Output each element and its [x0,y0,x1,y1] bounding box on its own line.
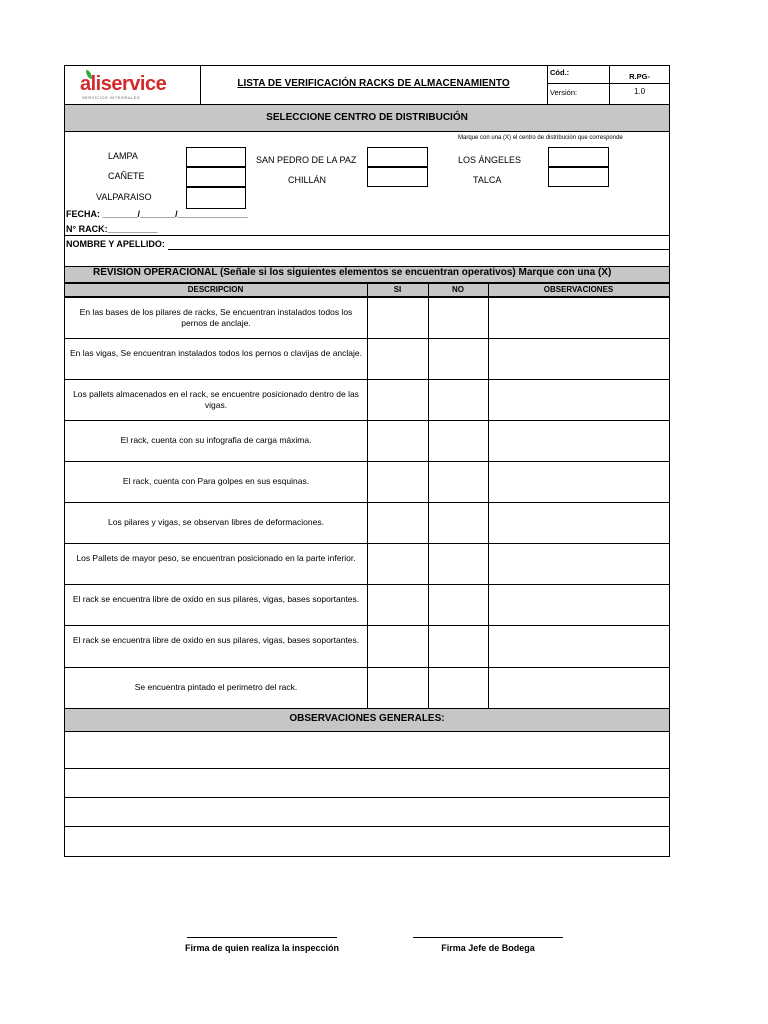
checklist-cell-si[interactable] [368,503,427,542]
checklist-item-description: En las bases de los pilares de racks, Se encuentran instalados todos los pernos de anclaje. [79,306,353,328]
checklist-cell-obs[interactable] [489,298,668,337]
checkbox-los-angeles[interactable] [548,147,609,167]
checklist-cell-si[interactable] [368,626,427,666]
checkbox-san-pedro[interactable] [367,147,428,167]
checklist-item-description: Los Pallets de mayor peso, se encuentran posicionado en la parte inferior. [76,552,356,563]
checklist-title: REVISION OPERACIONAL (Señale si los siguientes elementos se encuentran operativos) Marque con una (X) [93,267,612,278]
center-label-talca: TALCA [473,175,502,185]
checklist-cell-obs[interactable] [489,380,668,419]
checklist-item-description: El rack se encuentra libre de oxido en sus pilares, vigas, bases soportantes. [72,593,360,604]
column-observaciones: OBSERVACIONES [543,285,614,294]
signature-line-inspector[interactable] [187,937,337,938]
checklist-cell-obs[interactable] [489,339,668,378]
column-descripcion: DESCRIPCION [187,285,244,294]
checklist-cell-si[interactable] [368,380,427,419]
checklist-cell-si[interactable] [368,421,427,460]
checklist-cell-si[interactable] [368,544,427,583]
checklist-cell-obs[interactable] [489,462,668,501]
checklist-item-description: Se encuentra pintado el perimetro del rack. [134,682,298,692]
checklist-item-description: El rack, cuenta con Para golpes en sus esquinas. [122,476,310,486]
checklist-cell-no[interactable] [429,298,487,337]
checklist-cell-no[interactable] [429,380,487,419]
cod-label: Cód.: [550,68,570,77]
checklist-cell-obs[interactable] [489,668,668,707]
observaciones-title: OBSERVACIONES GENERALES: [289,713,445,724]
distribution-instruction: Marque con una (X) el centro de distribución que corresponde [458,135,623,141]
cod-value: R.PG- [629,72,650,81]
column-no: NO [452,285,464,294]
checklist-cell-no[interactable] [429,626,487,666]
nombre-field[interactable]: NOMBRE Y APELLIDO: [66,239,165,249]
checklist-item-description: En las vigas, Se encuentran instalados todos los pernos o clavijas de anclaje. [69,347,362,358]
checklist-cell-no[interactable] [429,462,487,501]
checklist-cell-no[interactable] [429,668,487,707]
checklist-cell-no[interactable] [429,585,487,624]
signature-label-jefe: Firma Jefe de Bodega [441,943,535,953]
observaciones-line[interactable] [64,768,670,769]
center-label-chillan: CHILLÁN [288,175,327,185]
checklist-item-description: Los pallets almacenados en el rack, se encuentre posicionado dentro de las vigas. [73,388,359,410]
checkbox-talca[interactable] [548,167,609,187]
checklist-cell-obs[interactable] [489,626,668,666]
observaciones-line[interactable] [64,826,670,827]
checklist-cell-si[interactable] [368,462,427,501]
checklist-cell-no[interactable] [429,421,487,460]
center-label-los-angeles: LOS ÁNGELES [458,155,522,165]
rack-number-field[interactable]: N° RACK:__________ [66,224,158,234]
column-si: SI [393,285,402,294]
checklist-cell-obs[interactable] [489,503,668,542]
document-title: LISTA DE VERIFICACIÓN RACKS DE ALMACENAMIENTO [237,78,510,89]
checkbox-valparaiso[interactable] [186,187,246,209]
checklist-cell-no[interactable] [429,544,487,583]
center-label-canete: CAÑETE [108,171,145,181]
checklist-cell-si[interactable] [368,668,427,707]
checklist-cell-obs[interactable] [489,544,668,583]
checklist-cell-si[interactable] [368,585,427,624]
signature-label-inspector: Firma de quien realiza la inspección [184,943,340,953]
distribution-title: SELECCIONE CENTRO DE DISTRIBUCIÓN [266,112,468,123]
signature-line-jefe[interactable] [413,937,563,938]
checklist-cell-obs[interactable] [489,421,668,460]
checklist-cell-si[interactable] [368,339,427,378]
version-value: 1.0 [633,87,646,96]
observaciones-line[interactable] [64,797,670,798]
checklist-cell-si[interactable] [368,298,427,337]
checkbox-chillan[interactable] [367,167,428,187]
checkbox-lampa[interactable] [186,147,246,167]
center-label-san-pedro: SAN PEDRO DE LA PAZ [256,155,357,165]
checkbox-canete[interactable] [186,167,246,187]
checklist-cell-no[interactable] [429,339,487,378]
version-label: Versión: [550,88,578,97]
company-logo: aliservice SERVICIOS INTEGRALES [78,70,188,100]
checklist-cell-obs[interactable] [489,585,668,624]
center-label-lampa: LAMPA [108,151,138,161]
checklist-item-description: Los pilares y vigas, se observan libres de deformaciones. [108,517,324,527]
checklist-item-description: El rack, cuenta con su infografia de carga máxima. [120,435,312,445]
center-label-valparaiso: VALPARAISO [96,192,152,202]
fecha-field[interactable]: FECHA: _______/_______/______________ [66,209,248,219]
checklist-item-description: El rack se encuentra libre de oxido en sus pilares, vigas, bases soportantes. [72,635,360,645]
checklist-cell-no[interactable] [429,503,487,542]
